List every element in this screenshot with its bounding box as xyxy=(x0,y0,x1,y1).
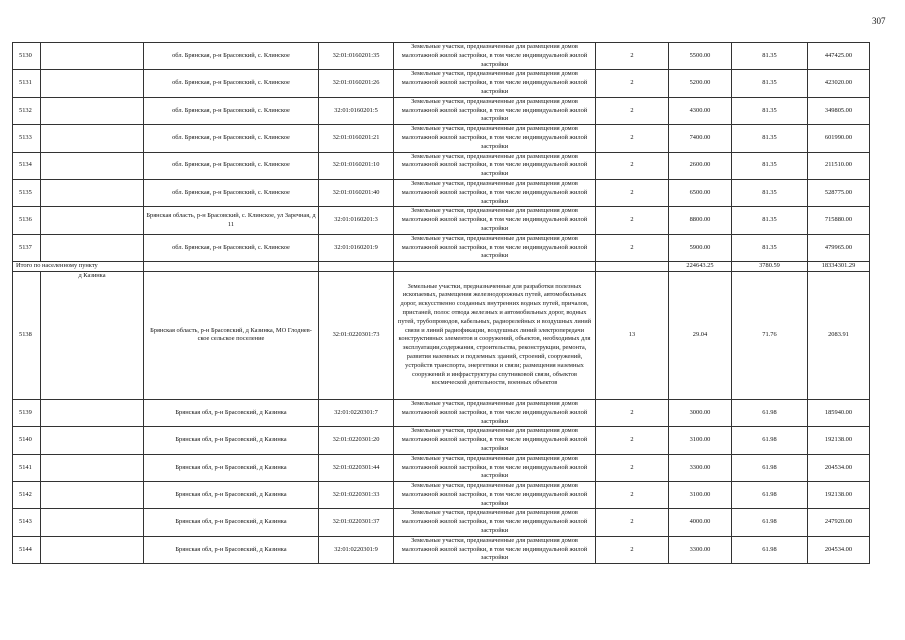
use-code-cell: 2 xyxy=(596,125,669,152)
area-cell: 29.04 xyxy=(669,271,732,399)
cadastral-value-cell: 211510.00 xyxy=(808,152,870,179)
table-row xyxy=(13,97,870,124)
cadastral-value-cell: 2083.91 xyxy=(808,271,870,399)
use-code-cell: 2 xyxy=(596,482,669,509)
area-cell: 4000.00 xyxy=(669,509,732,536)
cadastral-number-cell: 32:01:0220301:44 xyxy=(319,454,394,481)
land-use-cell: Земельные участки, предназначенные для размещения домов малоэтажной жилой застройки, в том числе индивидуальной жилой застройки xyxy=(394,70,596,97)
row-number-cell: 5133 xyxy=(13,125,41,152)
land-use-cell: Земельные участки, предназначенные для размещения домов малоэтажной жилой застройки, в том числе индивидуальной жилой застройки xyxy=(394,509,596,536)
rate-cell: 61.98 xyxy=(732,482,808,509)
row-number-cell: 5138 xyxy=(13,271,41,399)
cadastral-number-cell: 32:01:0160201:10 xyxy=(319,152,394,179)
cadastral-number-cell: 32:01:0160201:40 xyxy=(319,179,394,206)
area-cell: 5200.00 xyxy=(669,70,732,97)
cadastral-number-cell: 32:01:0160201:5 xyxy=(319,97,394,124)
address-cell: Брянская область, р-н Брасовский, д Казинка, МО Глодневское сельское поселение xyxy=(144,271,319,399)
area-cell: 2600.00 xyxy=(669,152,732,179)
total-label: Итого по населенному пункту xyxy=(13,262,144,272)
row-number-cell: 5136 xyxy=(13,207,41,234)
rate-cell: 71.76 xyxy=(732,271,808,399)
blank-cell xyxy=(41,207,144,234)
cadastral-value-cell: 185940.00 xyxy=(808,399,870,426)
cadastral-value-cell: 192138.00 xyxy=(808,427,870,454)
rate-cell: 81.35 xyxy=(732,207,808,234)
blank-cell xyxy=(41,509,144,536)
cadastral-value-cell: 204534.00 xyxy=(808,536,870,563)
blank-cell xyxy=(394,262,596,272)
row-number-cell: 5130 xyxy=(13,43,41,70)
rate-cell: 81.35 xyxy=(732,70,808,97)
blank-cell xyxy=(41,70,144,97)
cadastral-value-cell: 423020.00 xyxy=(808,70,870,97)
blank-cell xyxy=(41,152,144,179)
address-cell: обл. Брянская, р-н Брасовский, с. Клинское xyxy=(144,125,319,152)
row-number-cell: 5142 xyxy=(13,482,41,509)
blank-cell xyxy=(41,43,144,70)
row-number-cell: 5139 xyxy=(13,399,41,426)
land-registry-table xyxy=(12,42,870,564)
rate-cell: 81.35 xyxy=(732,125,808,152)
rate-cell: 81.35 xyxy=(732,234,808,261)
table-row xyxy=(13,454,870,481)
area-cell: 5500.00 xyxy=(669,43,732,70)
cadastral-value-cell: 349805.00 xyxy=(808,97,870,124)
use-code-cell: 2 xyxy=(596,207,669,234)
blank-cell xyxy=(41,454,144,481)
row-number-cell: 5134 xyxy=(13,152,41,179)
cadastral-number-cell: 32:01:0160201:26 xyxy=(319,70,394,97)
use-code-cell: 2 xyxy=(596,152,669,179)
blank-cell xyxy=(41,125,144,152)
rate-cell: 61.98 xyxy=(732,536,808,563)
land-use-cell: Земельные участки, предназначенные для размещения домов малоэтажной жилой застройки, в том числе индивидуальной жилой застройки xyxy=(394,399,596,426)
cadastral-value-cell: 204534.00 xyxy=(808,454,870,481)
cadastral-value-cell: 601990.00 xyxy=(808,125,870,152)
area-cell: 8800.00 xyxy=(669,207,732,234)
land-use-cell: Земельные участки, предназначенные для размещения домов малоэтажной жилой застройки, в том числе индивидуальной жилой застройки xyxy=(394,125,596,152)
total-value-cell: 18334301.29 xyxy=(808,262,870,272)
address-cell: обл. Брянская, р-н Брасовский, с. Клинское xyxy=(144,97,319,124)
table-row xyxy=(13,234,870,261)
land-use-cell: Земельные участки, предназначенные для размещения домов малоэтажной жилой застройки, в том числе индивидуальной жилой застройки xyxy=(394,536,596,563)
rate-cell: 61.98 xyxy=(732,399,808,426)
cadastral-number-cell: 32:01:0160201:9 xyxy=(319,234,394,261)
table-row xyxy=(13,152,870,179)
blank-cell xyxy=(41,234,144,261)
area-cell: 3300.00 xyxy=(669,454,732,481)
table-row xyxy=(13,399,870,426)
row-number-cell: 5140 xyxy=(13,427,41,454)
row-number-cell: 5131 xyxy=(13,70,41,97)
use-code-cell: 2 xyxy=(596,234,669,261)
land-use-cell: Земельные участки, предназначенные для размещения домов малоэтажной жилой застройки, в том числе индивидуальной жилой застройки xyxy=(394,43,596,70)
table-row xyxy=(13,43,870,70)
use-code-cell: 2 xyxy=(596,454,669,481)
land-use-cell: Земельные участки, предназначенные для размещения домов малоэтажной жилой застройки, в том числе индивидуальной жилой застройки xyxy=(394,482,596,509)
address-cell: обл. Брянская, р-н Брасовский, с. Клинское xyxy=(144,234,319,261)
total-row xyxy=(13,262,870,272)
address-cell: Брянская обл, р-н Брасовский, д Казинка xyxy=(144,454,319,481)
row-number-cell: 5132 xyxy=(13,97,41,124)
table-row xyxy=(13,125,870,152)
row-number-cell: 5144 xyxy=(13,536,41,563)
address-cell: обл. Брянская, р-н Брасовский, с. Клинское xyxy=(144,70,319,97)
blank-cell xyxy=(41,482,144,509)
cadastral-number-cell: 32:01:0160201:21 xyxy=(319,125,394,152)
area-cell: 4300.00 xyxy=(669,97,732,124)
address-cell: Брянская обл, р-н Брасовский, д Казинка xyxy=(144,536,319,563)
address-cell: обл. Брянская, р-н Брасовский, с. Клинское xyxy=(144,43,319,70)
blank-cell xyxy=(41,536,144,563)
cadastral-number-cell: 32:01:0160201:35 xyxy=(319,43,394,70)
rate-cell: 81.35 xyxy=(732,97,808,124)
land-use-cell: Земельные участки, предназначенные для размещения домов малоэтажной жилой застройки, в том числе индивидуальной жилой застройки xyxy=(394,207,596,234)
use-code-cell: 2 xyxy=(596,427,669,454)
land-use-cell: Земельные участки, предназначенные для размещения домов малоэтажной жилой застройки, в том числе индивидуальной жилой застройки xyxy=(394,97,596,124)
cadastral-value-cell: 528775.00 xyxy=(808,179,870,206)
table-body xyxy=(13,43,870,564)
blank-cell xyxy=(144,262,319,272)
address-cell: Брянская обл, р-н Брасовский, д Казинка xyxy=(144,427,319,454)
use-code-cell: 13 xyxy=(596,271,669,399)
row-number-cell: 5143 xyxy=(13,509,41,536)
area-cell: 3000.00 xyxy=(669,399,732,426)
use-code-cell: 2 xyxy=(596,97,669,124)
blank-cell xyxy=(319,262,394,272)
table-row xyxy=(13,482,870,509)
blank-cell xyxy=(596,262,669,272)
use-code-cell: 2 xyxy=(596,43,669,70)
row-number-cell: 5137 xyxy=(13,234,41,261)
address-cell: Брянская обл, р-н Брасовский, д Казинка xyxy=(144,399,319,426)
use-code-cell: 2 xyxy=(596,70,669,97)
land-use-cell: Земельные участки, предназначенные для размещения домов малоэтажной жилой застройки, в том числе индивидуальной жилой застройки xyxy=(394,234,596,261)
rate-cell: 81.35 xyxy=(732,179,808,206)
total-rate-cell: 3780.59 xyxy=(732,262,808,272)
use-code-cell: 2 xyxy=(596,509,669,536)
blank-cell xyxy=(41,427,144,454)
land-use-cell: Земельные участки, предназначенные для размещения домов малоэтажной жилой застройки, в том числе индивидуальной жилой застройки xyxy=(394,454,596,481)
cadastral-number-cell: 32:01:0220301:37 xyxy=(319,509,394,536)
cadastral-value-cell: 447425.00 xyxy=(808,43,870,70)
blank-cell xyxy=(41,179,144,206)
cadastral-number-cell: 32:01:0220301:7 xyxy=(319,399,394,426)
cadastral-number-cell: 32:01:0160201:3 xyxy=(319,207,394,234)
rate-cell: 61.98 xyxy=(732,427,808,454)
use-code-cell: 2 xyxy=(596,399,669,426)
address-cell: обл. Брянская, р-н Брасовский, с. Клинское xyxy=(144,152,319,179)
rate-cell: 61.98 xyxy=(732,454,808,481)
area-cell: 5900.00 xyxy=(669,234,732,261)
area-cell: 6500.00 xyxy=(669,179,732,206)
table-row xyxy=(13,427,870,454)
cadastral-number-cell: 32:01:0220301:33 xyxy=(319,482,394,509)
address-cell: Брянская обл, р-н Брасовский, д Казинка xyxy=(144,509,319,536)
land-use-cell: Земельные участки, предназначенные для размещения домов малоэтажной жилой застройки, в том числе индивидуальной жилой застройки xyxy=(394,152,596,179)
blank-cell xyxy=(41,97,144,124)
table-row xyxy=(13,70,870,97)
row-number-cell: 5141 xyxy=(13,454,41,481)
cadastral-number-cell: 32:01:0220301:9 xyxy=(319,536,394,563)
rate-cell: 61.98 xyxy=(732,509,808,536)
cadastral-value-cell: 479965.00 xyxy=(808,234,870,261)
table-row xyxy=(13,271,870,399)
area-cell: 7400.00 xyxy=(669,125,732,152)
area-cell: 3300.00 xyxy=(669,536,732,563)
land-use-cell: Земельные участки, предназначенные для размещения домов малоэтажной жилой застройки, в том числе индивидуальной жилой застройки xyxy=(394,179,596,206)
rate-cell: 81.35 xyxy=(732,43,808,70)
total-area-cell: 224643.25 xyxy=(669,262,732,272)
table-row xyxy=(13,207,870,234)
locality-heading: д Казинка xyxy=(41,271,144,399)
cadastral-number-cell: 32:01:0220301:20 xyxy=(319,427,394,454)
area-cell: 3100.00 xyxy=(669,427,732,454)
address-cell: Брянская обл, р-н Брасовский, д Казинка xyxy=(144,482,319,509)
address-cell: Брянская область, р-н Брасовский, с. Клинское, ул Заречная, д 11 xyxy=(144,207,319,234)
land-use-cell: Земельные участки, предназначенные для размещения домов малоэтажной жилой застройки, в том числе индивидуальной жилой застройки xyxy=(394,427,596,454)
cadastral-value-cell: 192138.00 xyxy=(808,482,870,509)
page-number: 307 xyxy=(872,16,886,26)
cadastral-value-cell: 247920.00 xyxy=(808,509,870,536)
address-cell: обл. Брянская, р-н Брасовский, с. Клинское xyxy=(144,179,319,206)
row-number-cell: 5135 xyxy=(13,179,41,206)
table-row xyxy=(13,179,870,206)
blank-cell xyxy=(41,399,144,426)
area-cell: 3100.00 xyxy=(669,482,732,509)
rate-cell: 81.35 xyxy=(732,152,808,179)
land-use-cell: Земельные участки, предназначенные для разработки полезных ископаемых, размещения железнодорожных путей, автомобильных дорог, искусственно созданных внутренних водных путей, причалов, пристаней, полос отвода железных и автомобильных дорог, водных путей, трубопроводов, кабельных, радиорелейных и воздушных линий связи и линий радиофикации, воздушных линий электропередачи конструктивных элементов и сооружений, объектов, необходимых для эксплуатации,содержания, строительства, реконструкции, ремонта, развития наземных и подземных зданий, строений, сооружений, устройств транспорта, энергетики и связи; размещения наземных сооружений и инфраструктуры спутниковой связи, объектов космической деятельности, военных объектов xyxy=(394,271,596,399)
table-row xyxy=(13,509,870,536)
use-code-cell: 2 xyxy=(596,536,669,563)
cadastral-value-cell: 715880.00 xyxy=(808,207,870,234)
cadastral-number-cell: 32:01:0220301:73 xyxy=(319,271,394,399)
table-row xyxy=(13,536,870,563)
use-code-cell: 2 xyxy=(596,179,669,206)
